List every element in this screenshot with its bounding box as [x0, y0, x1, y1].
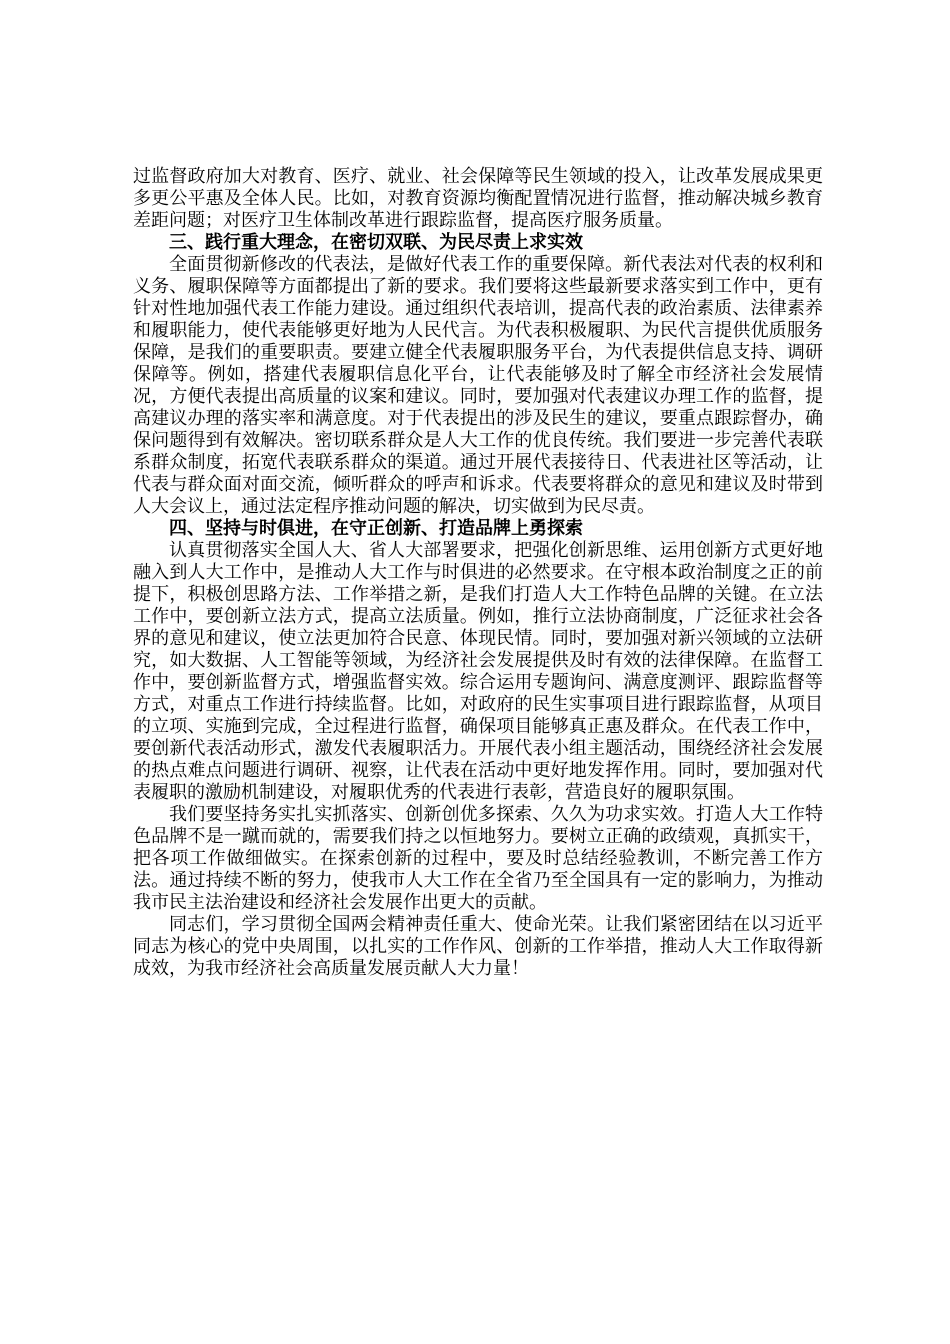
paragraph: 我们要坚持务实扎实抓落实、创新创优多探索、久久为功求实效。打造人大工作特色品牌不是一蹴而就的，需要我们持之以恒地努力。要树立正确的政绩观，真抓实干，把各项工作做细做实。在探索创新的过程中，要及时总结经验教训，不断完善工作方法。通过持续不断的努力，使我市人大工作在全省乃至全国具有一定的影响力，为推动我市民主法治建设和经济社会发展作出更大的贡献。 — [133, 804, 823, 913]
paragraph-continuation: 过监督政府加大对教育、医疗、就业、社会保障等民生领域的投入，让改革发展成果更多更公平惠及全体人民。比如，对教育资源均衡配置情况进行监督，推动解决城乡教育差距问题；对医疗卫生体制改革进行跟踪监督，提高医疗服务质量。 — [133, 166, 823, 231]
paragraph: 认真贯彻落实全国人大、省人大部署要求，把强化创新思维、运用创新方式更好地融入到人大工作中，是推动人大工作与时俱进的必然要求。在守根本政治制度之正的前提下，积极创思路方法、工作举措之新，是我们打造人大工作特色品牌的关键。在立法工作中，要创新立法方式，提高立法质量。例如，推行立法协商制度，广泛征求社会各界的意见和建议，使立法更加符合民意、体现民情。同时，要加强对新兴领域的立法研究，如大数据、人工智能等领域，为经济社会发展提供及时有效的法律保障。在监督工作中，要创新监督方式，增强监督实效。综合运用专题询问、满意度测评、跟踪监督等方式，对重点工作进行持续监督。比如，对政府的民生实事项目进行跟踪监督，从项目的立项、实施到完成，全过程进行监督，确保项目能够真正惠及群众。在代表工作中，要创新代表活动形式，激发代表履职活力。开展代表小组主题活动，围绕经济社会发展的热点难点问题进行调研、视察，让代表在活动中更好地发挥作用。同时，要加强对代表履职的激励机制建设，对履职优秀的代表进行表彰，营造良好的履职氛围。 — [133, 540, 823, 803]
section-heading-4: 四、坚持与时俱进，在守正创新、打造品牌上勇探索 — [169, 518, 583, 539]
paragraph: 全面贯彻新修改的代表法，是做好代表工作的重要保障。新代表法对代表的权利和义务、履职保障等方面都提出了新的要求。我们要将这些最新要求落实到工作中，更有针对性地加强代表工作能力建设。通过组织代表培训，提高代表的政治素质、法律素养和履职能力，使代表能够更好地为人民代言。为代表积极履职、为民代言提供优质服务保障，是我们的重要职责。要建立健全代表履职服务平台，为代表提供信息支持、调研保障等。例如，搭建代表履职信息化平台，让代表能够及时了解全市经济社会发展情况，方便代表提出高质量的议案和建议。同时，要加强对代表建议办理工作的监督，提高建议办理的落实率和满意度。对于代表提出的涉及民生的建议，要重点跟踪督办，确保问题得到有效解决。密切联系群众是人大工作的优良传统。我们要进一步完善代表联系群众制度，拓宽代表联系群众的渠道。通过开展代表接待日、代表进社区等活动，让代表与群众面对面交流，倾听群众的呼声和诉求。代表要将群众的意见和建议及时带到人大会议上，通过法定程序推动问题的解决，切实做到为民尽责。 — [133, 254, 823, 517]
section-heading-3: 三、践行重大理念，在密切双联、为民尽责上求实效 — [169, 232, 583, 253]
paragraph-closing: 同志们，学习贯彻全国两会精神责任重大、使命光荣。让我们紧密团结在以习近平同志为核心的党中央周围，以扎实的工作作风、创新的工作举措，推动人大工作取得新成效，为我市经济社会高质量发展贡献人大力量！ — [133, 914, 823, 979]
document-body — [133, 166, 823, 980]
